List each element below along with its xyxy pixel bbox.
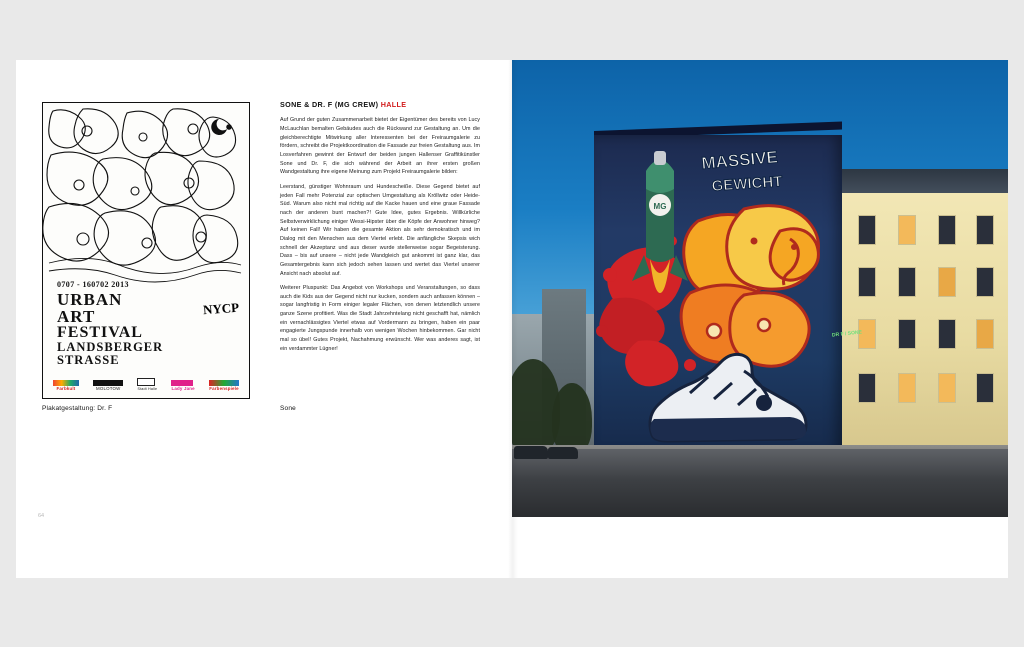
- sponsor-logo-molotow-label: MOLOTOW: [95, 386, 121, 392]
- window: [898, 319, 916, 349]
- left-page: [16, 60, 512, 578]
- sponsor-logo-halle-label: Stadt Halle: [137, 387, 158, 392]
- mural-vector: [594, 135, 842, 455]
- window: [898, 373, 916, 403]
- poster-title-line-3: FESTIVAL: [57, 324, 143, 341]
- car: [514, 446, 548, 459]
- sponsor-logo-farbenspiele-label: Farbenspiele: [209, 386, 239, 392]
- window: [858, 373, 876, 403]
- sponsor-logo-farbkult: [53, 380, 79, 392]
- window: [938, 267, 956, 297]
- window: [938, 215, 956, 245]
- mural-artwork: [594, 135, 842, 455]
- article-headline: [280, 100, 480, 109]
- street: [512, 449, 1008, 517]
- sponsor-logo-halle: [137, 378, 157, 392]
- article-headline-main: SONE & DR. F (MG CREW): [280, 100, 379, 109]
- poster-artwork: [42, 102, 250, 399]
- article-body: [280, 116, 480, 353]
- svg-text:MG: MG: [653, 202, 667, 211]
- poster-title-line-2: ART: [57, 307, 96, 326]
- page-number: 64: [38, 513, 45, 519]
- article-byline: Sone: [280, 405, 296, 412]
- poster-caption: Plakatgestaltung: Dr. F: [42, 405, 113, 412]
- parked-cars: [512, 443, 582, 461]
- poster-title-line-5: STRASSE: [57, 352, 120, 367]
- mural-photograph: [512, 60, 1008, 517]
- svg-text:GEWICHT: GEWICHT: [711, 173, 783, 195]
- right-building: [842, 193, 1008, 455]
- sponsor-logo-farbkult-label: Farbkult: [56, 386, 76, 392]
- poster-title-block: [57, 280, 240, 367]
- window: [898, 215, 916, 245]
- article-paragraph: Leerstand, günstiger Wohnraum und Hundescheiße. Diese Gegend bietet auf jeden Fall mehr Potenzial zur optischen Umgestaltung als Kröllwitz oder Heide-Süd. Warum also nicht mal richtig auf die Kacke hauen und eine graue Fassade nach der anderen bunt machen?! Gute Idee, gutes Ergebnis. Willkürliche Selbstverwirklichung einiger Wessi-Hipster über die Köpfe der Anwohner hinweg? Auf keinen Fall! Wir haben die gesamte Aktion als sehr demokratisch und im Dialog mit den Menschen aus dem Viertel erlebt. Die anfängliche Skepsis wich schnell der Akzeptanz und aus dieser wurde stellenweise sogar Begeisterung. Dass – bis auf unsere – nicht jede Wandgleich gut ankommt ist ganz klar, das Gesamtergebnis kann sich jedoch sehen lassen und wertet das Viertel unserer Ansicht nach absolut auf.: [280, 183, 480, 277]
- poster-tag: NYCP: [202, 299, 240, 318]
- sponsor-logo-halle-mark: [137, 378, 155, 386]
- svg-text:MASSIVE: MASSIVE: [700, 147, 779, 173]
- poster-sponsor-logos: [53, 378, 239, 392]
- window: [898, 267, 916, 297]
- car: [548, 447, 578, 459]
- sponsor-logo-ladyjane: [171, 380, 194, 392]
- window: [976, 319, 994, 349]
- poster-dates: 0707 - 160702 2013: [57, 280, 129, 289]
- window: [938, 373, 956, 403]
- window: [858, 215, 876, 245]
- mural-signature: DR F / SONE: [831, 329, 863, 339]
- window: [858, 267, 876, 297]
- book-spread: [16, 60, 1008, 578]
- window: [976, 215, 994, 245]
- poster-title-line-4: LANDSBERGER: [57, 340, 164, 354]
- article-paragraph: Auf Grund der guten Zusammenarbeit bietet der Eigentümer des bereits von Lucy McLauchlan bemalten Gebäudes auch die Rückwand zur Gestaltung an. Um die gleichberechtigte Mitwirkung aller Interessenten bei der Freiraumgalerie zu fördern, schreibt die Projektkoordination die Fassade zur freien Gestaltung aus. Im Losverfahren gewinnt der Entwurf der beiden jungen Hallenser Graffitikünstler Sone und Dr. F, die sich während der Arbeit an ihrer ersten großen Wandgestaltung ihre eigene Meinung zum Projekt Freiraumgalerie bilden:: [280, 117, 480, 176]
- article-headline-accent: HALLE: [380, 100, 407, 109]
- sponsor-logo-molotow: [93, 380, 123, 392]
- sponsor-logo-ladyjane-label: Lady Jane: [171, 386, 195, 392]
- article-column: [280, 100, 480, 359]
- window: [976, 373, 994, 403]
- window: [976, 267, 994, 297]
- poster-title-line-1: URBAN: [57, 290, 123, 309]
- article-paragraph: Weiterer Pluspunkt: Das Angebot von Workshops und Veranstaltungen, so dass auch die Kids aus der Gegend nicht nur kucken, sondern auch anfassen können – sogar langfristig in Form einiger legaler Flächen, von denen letztendlich unsere ganze Szene profitiert. Was die Stadt Jahrzehntelang nicht geschafft hat, nämlich ein vernachlässigtes Viertel etwas auf Vordermann zu bringen, haben ein paar engagierte Jungspunde innerhalb von wenigen Wochen hinbekommen. Gar nicht mal so übel! Gutes Projekt, Nachahmung erwünscht. Wer was anderes sagt, ist ein verdammter Lügner!: [280, 285, 480, 352]
- window: [938, 319, 956, 349]
- sponsor-logo-farbenspiele: [209, 380, 239, 392]
